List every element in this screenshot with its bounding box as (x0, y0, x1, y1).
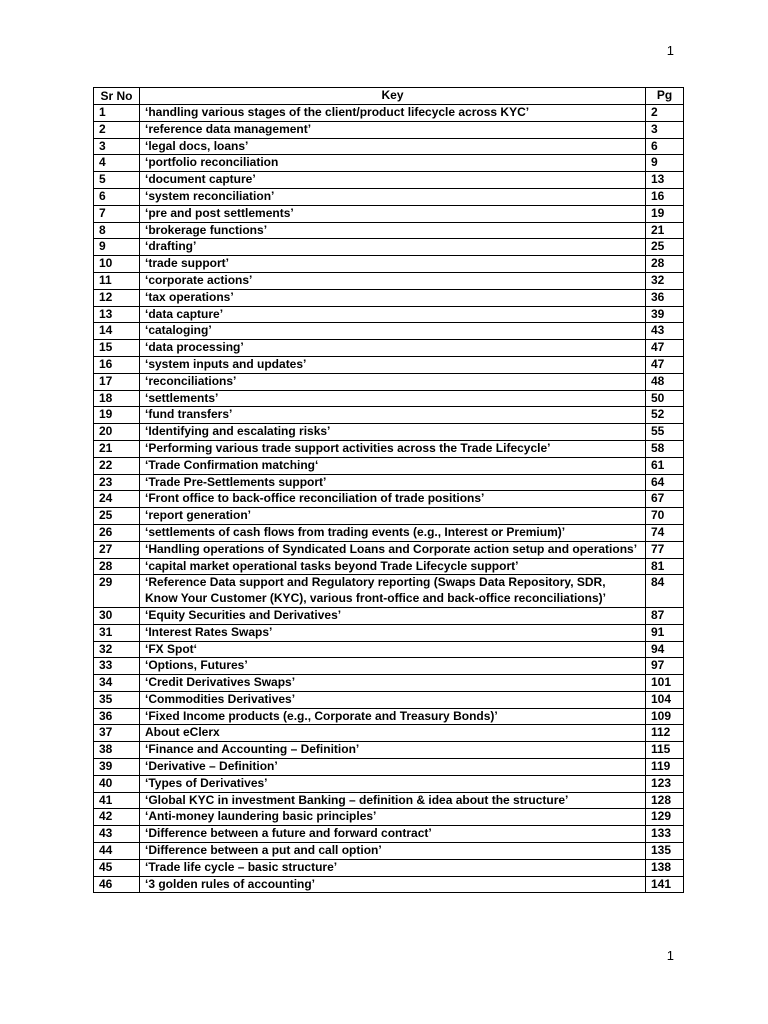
row-page: 2 (646, 105, 684, 122)
table-row (94, 323, 684, 340)
row-sr-no: 13 (94, 306, 140, 323)
row-page: 61 (646, 457, 684, 474)
table-row (94, 508, 684, 525)
row-page: 115 (646, 742, 684, 759)
row-page: 123 (646, 775, 684, 792)
table-row (94, 306, 684, 323)
row-page: 97 (646, 658, 684, 675)
row-page: 87 (646, 607, 684, 624)
row-sr-no: 29 (94, 575, 140, 608)
row-page: 39 (646, 306, 684, 323)
row-key: ‘trade support’ (140, 256, 646, 273)
table-row (94, 172, 684, 189)
row-page: 13 (646, 172, 684, 189)
row-sr-no: 8 (94, 222, 140, 239)
row-key: ‘3 golden rules of accounting’ (140, 876, 646, 893)
row-page: 58 (646, 440, 684, 457)
row-page: 104 (646, 691, 684, 708)
table-row (94, 440, 684, 457)
row-sr-no: 36 (94, 708, 140, 725)
row-key: ‘Front office to back-office reconciliation of trade positions’ (140, 491, 646, 508)
table-row (94, 272, 684, 289)
row-page: 67 (646, 491, 684, 508)
table-row (94, 708, 684, 725)
row-sr-no: 12 (94, 289, 140, 306)
row-key: About eClerx (140, 725, 646, 742)
row-key: ‘reference data management’ (140, 121, 646, 138)
row-page: 21 (646, 222, 684, 239)
row-sr-no: 27 (94, 541, 140, 558)
row-page: 81 (646, 558, 684, 575)
row-page: 48 (646, 373, 684, 390)
row-sr-no: 43 (94, 826, 140, 843)
row-sr-no: 11 (94, 272, 140, 289)
table-header-row (94, 88, 684, 105)
row-sr-no: 3 (94, 138, 140, 155)
table-row (94, 558, 684, 575)
row-sr-no: 25 (94, 508, 140, 525)
row-key: ‘system inputs and updates’ (140, 356, 646, 373)
row-page: 43 (646, 323, 684, 340)
row-key: ‘Derivative – Definition’ (140, 759, 646, 776)
row-key: ‘Performing various trade support activities across the Trade Lifecycle’ (140, 440, 646, 457)
table-row (94, 575, 684, 608)
row-page: 129 (646, 809, 684, 826)
row-key: ‘pre and post settlements’ (140, 205, 646, 222)
table-row (94, 876, 684, 893)
table-row (94, 607, 684, 624)
row-page: 6 (646, 138, 684, 155)
row-key: ‘Trade Confirmation matching‘ (140, 457, 646, 474)
row-page: 91 (646, 624, 684, 641)
table-row (94, 121, 684, 138)
row-sr-no: 42 (94, 809, 140, 826)
row-key: ‘Global KYC in investment Banking – definition & idea about the structure’ (140, 792, 646, 809)
table-row (94, 424, 684, 441)
row-page: 16 (646, 188, 684, 205)
row-sr-no: 22 (94, 457, 140, 474)
row-key: ‘Fixed Income products (e.g., Corporate and Treasury Bonds)’ (140, 708, 646, 725)
table-row (94, 742, 684, 759)
row-page: 84 (646, 575, 684, 608)
table-row (94, 775, 684, 792)
row-page: 52 (646, 407, 684, 424)
row-page: 94 (646, 641, 684, 658)
row-page: 50 (646, 390, 684, 407)
row-key: ‘portfolio reconciliation (140, 155, 646, 172)
row-key: ‘capital market operational tasks beyond Trade Lifecycle support’ (140, 558, 646, 575)
row-key: ‘Finance and Accounting – Definition’ (140, 742, 646, 759)
table-row (94, 222, 684, 239)
row-sr-no: 31 (94, 624, 140, 641)
row-key: ‘document capture’ (140, 172, 646, 189)
row-page: 47 (646, 340, 684, 357)
row-key: ‘cataloging’ (140, 323, 646, 340)
row-page: 109 (646, 708, 684, 725)
table-row (94, 826, 684, 843)
row-key: ‘Handling operations of Syndicated Loans and Corporate action setup and operations’ (140, 541, 646, 558)
table-row (94, 340, 684, 357)
row-sr-no: 9 (94, 239, 140, 256)
table-row (94, 809, 684, 826)
row-page: 133 (646, 826, 684, 843)
row-key: ‘Trade Pre-Settlements support’ (140, 474, 646, 491)
row-page: 141 (646, 876, 684, 893)
table-row (94, 859, 684, 876)
row-sr-no: 21 (94, 440, 140, 457)
table-row (94, 759, 684, 776)
row-key: ‘Interest Rates Swaps’ (140, 624, 646, 641)
table-row (94, 239, 684, 256)
row-sr-no: 38 (94, 742, 140, 759)
table-row (94, 792, 684, 809)
header-pg: Pg (646, 88, 684, 105)
row-sr-no: 35 (94, 691, 140, 708)
row-sr-no: 37 (94, 725, 140, 742)
row-key: ‘corporate actions’ (140, 272, 646, 289)
row-page: 138 (646, 859, 684, 876)
row-key: ‘Anti-money laundering basic principles’ (140, 809, 646, 826)
row-key: ‘Difference between a put and call option’ (140, 843, 646, 860)
row-page: 47 (646, 356, 684, 373)
table-row (94, 474, 684, 491)
header-key: Key (140, 88, 646, 105)
row-sr-no: 45 (94, 859, 140, 876)
row-sr-no: 44 (94, 843, 140, 860)
table-row (94, 105, 684, 122)
row-page: 36 (646, 289, 684, 306)
row-key: ‘FX Spot‘ (140, 641, 646, 658)
row-key: ‘Trade life cycle – basic structure’ (140, 859, 646, 876)
row-key: ‘fund transfers’ (140, 407, 646, 424)
row-page: 9 (646, 155, 684, 172)
row-key: ‘drafting’ (140, 239, 646, 256)
row-sr-no: 24 (94, 491, 140, 508)
row-page: 101 (646, 675, 684, 692)
row-sr-no: 46 (94, 876, 140, 893)
row-key: ‘settlements of cash flows from trading events (e.g., Interest or Premium)’ (140, 524, 646, 541)
row-sr-no: 26 (94, 524, 140, 541)
row-sr-no: 2 (94, 121, 140, 138)
row-sr-no: 17 (94, 373, 140, 390)
table-row (94, 407, 684, 424)
table-row (94, 256, 684, 273)
table-row (94, 541, 684, 558)
row-key: ‘system reconciliation’ (140, 188, 646, 205)
row-page: 32 (646, 272, 684, 289)
row-sr-no: 23 (94, 474, 140, 491)
table-row (94, 188, 684, 205)
index-table (93, 87, 684, 893)
row-page: 3 (646, 121, 684, 138)
table-row (94, 843, 684, 860)
row-sr-no: 4 (94, 155, 140, 172)
page-number-top: 1 (666, 43, 674, 58)
row-sr-no: 30 (94, 607, 140, 624)
row-sr-no: 7 (94, 205, 140, 222)
row-page: 128 (646, 792, 684, 809)
table-row (94, 658, 684, 675)
row-page: 64 (646, 474, 684, 491)
row-sr-no: 40 (94, 775, 140, 792)
row-page: 25 (646, 239, 684, 256)
row-page: 70 (646, 508, 684, 525)
row-key: ‘reconciliations’ (140, 373, 646, 390)
row-sr-no: 20 (94, 424, 140, 441)
table-row (94, 524, 684, 541)
row-page: 19 (646, 205, 684, 222)
page-number-bottom: 1 (666, 948, 674, 963)
row-key: ‘Commodities Derivatives’ (140, 691, 646, 708)
table-row (94, 373, 684, 390)
row-key: ‘Equity Securities and Derivatives’ (140, 607, 646, 624)
table-row (94, 725, 684, 742)
row-sr-no: 14 (94, 323, 140, 340)
table-row (94, 641, 684, 658)
row-key: ‘legal docs, loans’ (140, 138, 646, 155)
row-key: ‘data processing’ (140, 340, 646, 357)
row-sr-no: 33 (94, 658, 140, 675)
row-sr-no: 19 (94, 407, 140, 424)
row-sr-no: 41 (94, 792, 140, 809)
row-sr-no: 18 (94, 390, 140, 407)
row-key: ‘Types of Derivatives’ (140, 775, 646, 792)
row-key: ‘settlements’ (140, 390, 646, 407)
row-key: ‘report generation’ (140, 508, 646, 525)
table-row (94, 205, 684, 222)
row-key: ‘Reference Data support and Regulatory reporting (Swaps Data Repository, SDR, Know Your Customer (KYC), various front-office and back-office reconciliations)’ (140, 575, 646, 608)
row-sr-no: 32 (94, 641, 140, 658)
row-page: 55 (646, 424, 684, 441)
table-row (94, 138, 684, 155)
row-key: ‘Credit Derivatives Swaps’ (140, 675, 646, 692)
row-key: ‘data capture’ (140, 306, 646, 323)
table-row (94, 675, 684, 692)
row-page: 77 (646, 541, 684, 558)
row-sr-no: 39 (94, 759, 140, 776)
row-key: ‘Options, Futures’ (140, 658, 646, 675)
row-sr-no: 1 (94, 105, 140, 122)
table-row (94, 356, 684, 373)
table-row (94, 491, 684, 508)
row-key: ‘handling various stages of the client/product lifecycle across KYC’ (140, 105, 646, 122)
row-key: ‘Identifying and escalating risks’ (140, 424, 646, 441)
row-sr-no: 15 (94, 340, 140, 357)
row-sr-no: 5 (94, 172, 140, 189)
table-body (94, 105, 684, 893)
table-row (94, 155, 684, 172)
table-row (94, 691, 684, 708)
row-sr-no: 6 (94, 188, 140, 205)
row-page: 28 (646, 256, 684, 273)
row-key: ‘Difference between a future and forward contract’ (140, 826, 646, 843)
table-row (94, 457, 684, 474)
table-row (94, 390, 684, 407)
row-page: 112 (646, 725, 684, 742)
row-sr-no: 16 (94, 356, 140, 373)
row-key: ‘tax operations’ (140, 289, 646, 306)
row-page: 135 (646, 843, 684, 860)
table-row (94, 289, 684, 306)
table-row (94, 624, 684, 641)
row-key: ‘brokerage functions’ (140, 222, 646, 239)
row-page: 119 (646, 759, 684, 776)
row-page: 74 (646, 524, 684, 541)
row-sr-no: 10 (94, 256, 140, 273)
row-sr-no: 34 (94, 675, 140, 692)
header-sr-no: Sr No (94, 88, 140, 105)
row-sr-no: 28 (94, 558, 140, 575)
